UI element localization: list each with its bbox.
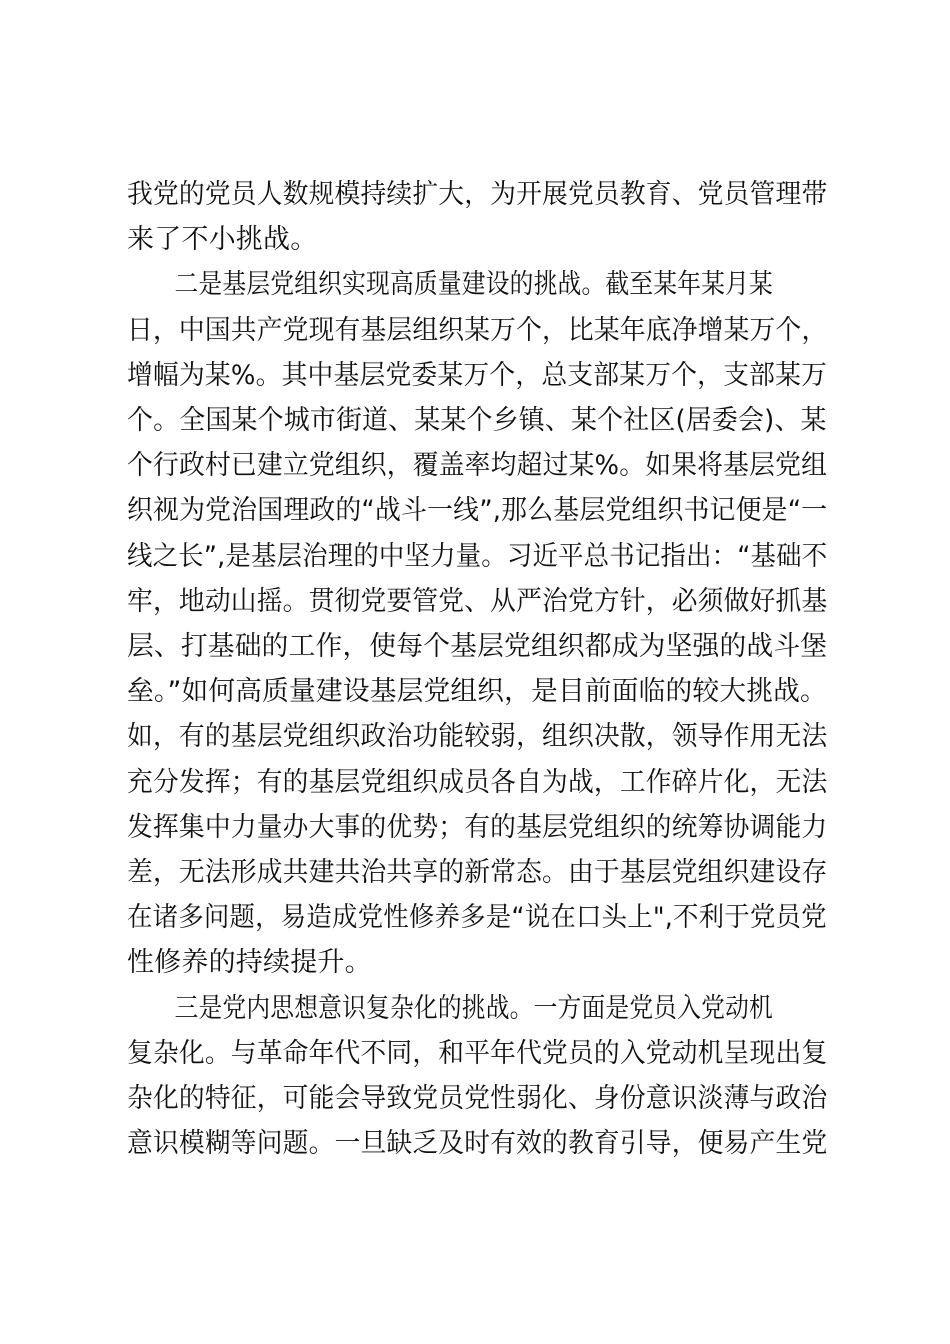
text-line: 性修养的持续提升。 xyxy=(127,947,372,979)
text-line: 如，有的基层党组织政治功能较弱，组织决散，领导作用无法 xyxy=(127,721,828,753)
text-line: 三是党内思想意识复杂化的挑战。一方面是党员入党动机 xyxy=(174,992,773,1024)
text-line: 在诸多问题，易造成党性修养多是“说在口头上",不利于党员党 xyxy=(127,902,827,934)
text-line: 来了不小挑战。 xyxy=(127,224,318,256)
text-line: 线之长”,是基层治理的中坚力量。习近平总书记指出：“基础不 xyxy=(127,540,828,572)
paragraph-ideology-challenge xyxy=(127,986,827,1167)
text-line: 杂化的特征，可能会导致党员党性弱化、身份意识淡薄与政治 xyxy=(127,1083,828,1115)
text-line: 发挥集中力量办大事的优势；有的基层党组织的统筹协调能力 xyxy=(127,811,828,843)
text-line: 差，无法形成共建共治共享的新常态。由于基层党组织建设存 xyxy=(127,857,828,889)
text-line: 增幅为某%。其中基层党委某万个，总支部某万个，支部某万 xyxy=(127,359,828,391)
text-line: 垒。”如何高质量建设基层党组织，是目前面临的较大挑战。 xyxy=(127,676,827,708)
text-line: 织视为党治国理政的“战斗一线”,那么基层党组织书记便是“一 xyxy=(127,495,828,527)
text-line: 意识模糊等问题。一旦缺乏及时有效的教育引导，便易产生党 xyxy=(127,1128,828,1160)
paragraph-continuation xyxy=(127,172,827,262)
text-line: 牢，地动山摇。贯彻党要管党、从严治党方针，必须做好抓基 xyxy=(127,585,828,617)
document-body xyxy=(127,172,827,1166)
text-line: 我党的党员人数规模持续扩大，为开展党员教育、党员管理带 xyxy=(127,179,828,210)
text-line: 日，中国共产党现有基层组织某万个，比某年底净增某万个， xyxy=(127,314,828,346)
text-line: 个。全国某个城市街道、某某个乡镇、某个社区(居委会)、某 xyxy=(127,405,827,437)
text-line: 充分发挥；有的基层党组织成员各自为战，工作碎片化，无法 xyxy=(127,766,828,798)
text-line: 复杂化。与革命年代不同，和平年代党员的入党动机呈现出复 xyxy=(127,1037,828,1069)
text-line: 二是基层党组织实现高质量建设的挑战。截至某年某月某 xyxy=(174,269,773,301)
text-line: 个行政村已建立党组织，覆盖率均超过某%。如果将基层党组 xyxy=(127,450,828,482)
paragraph-grassroots-challenge xyxy=(127,262,827,985)
text-line: 层、打基础的工作，使每个基层党组织都成为坚强的战斗堡 xyxy=(127,631,828,663)
